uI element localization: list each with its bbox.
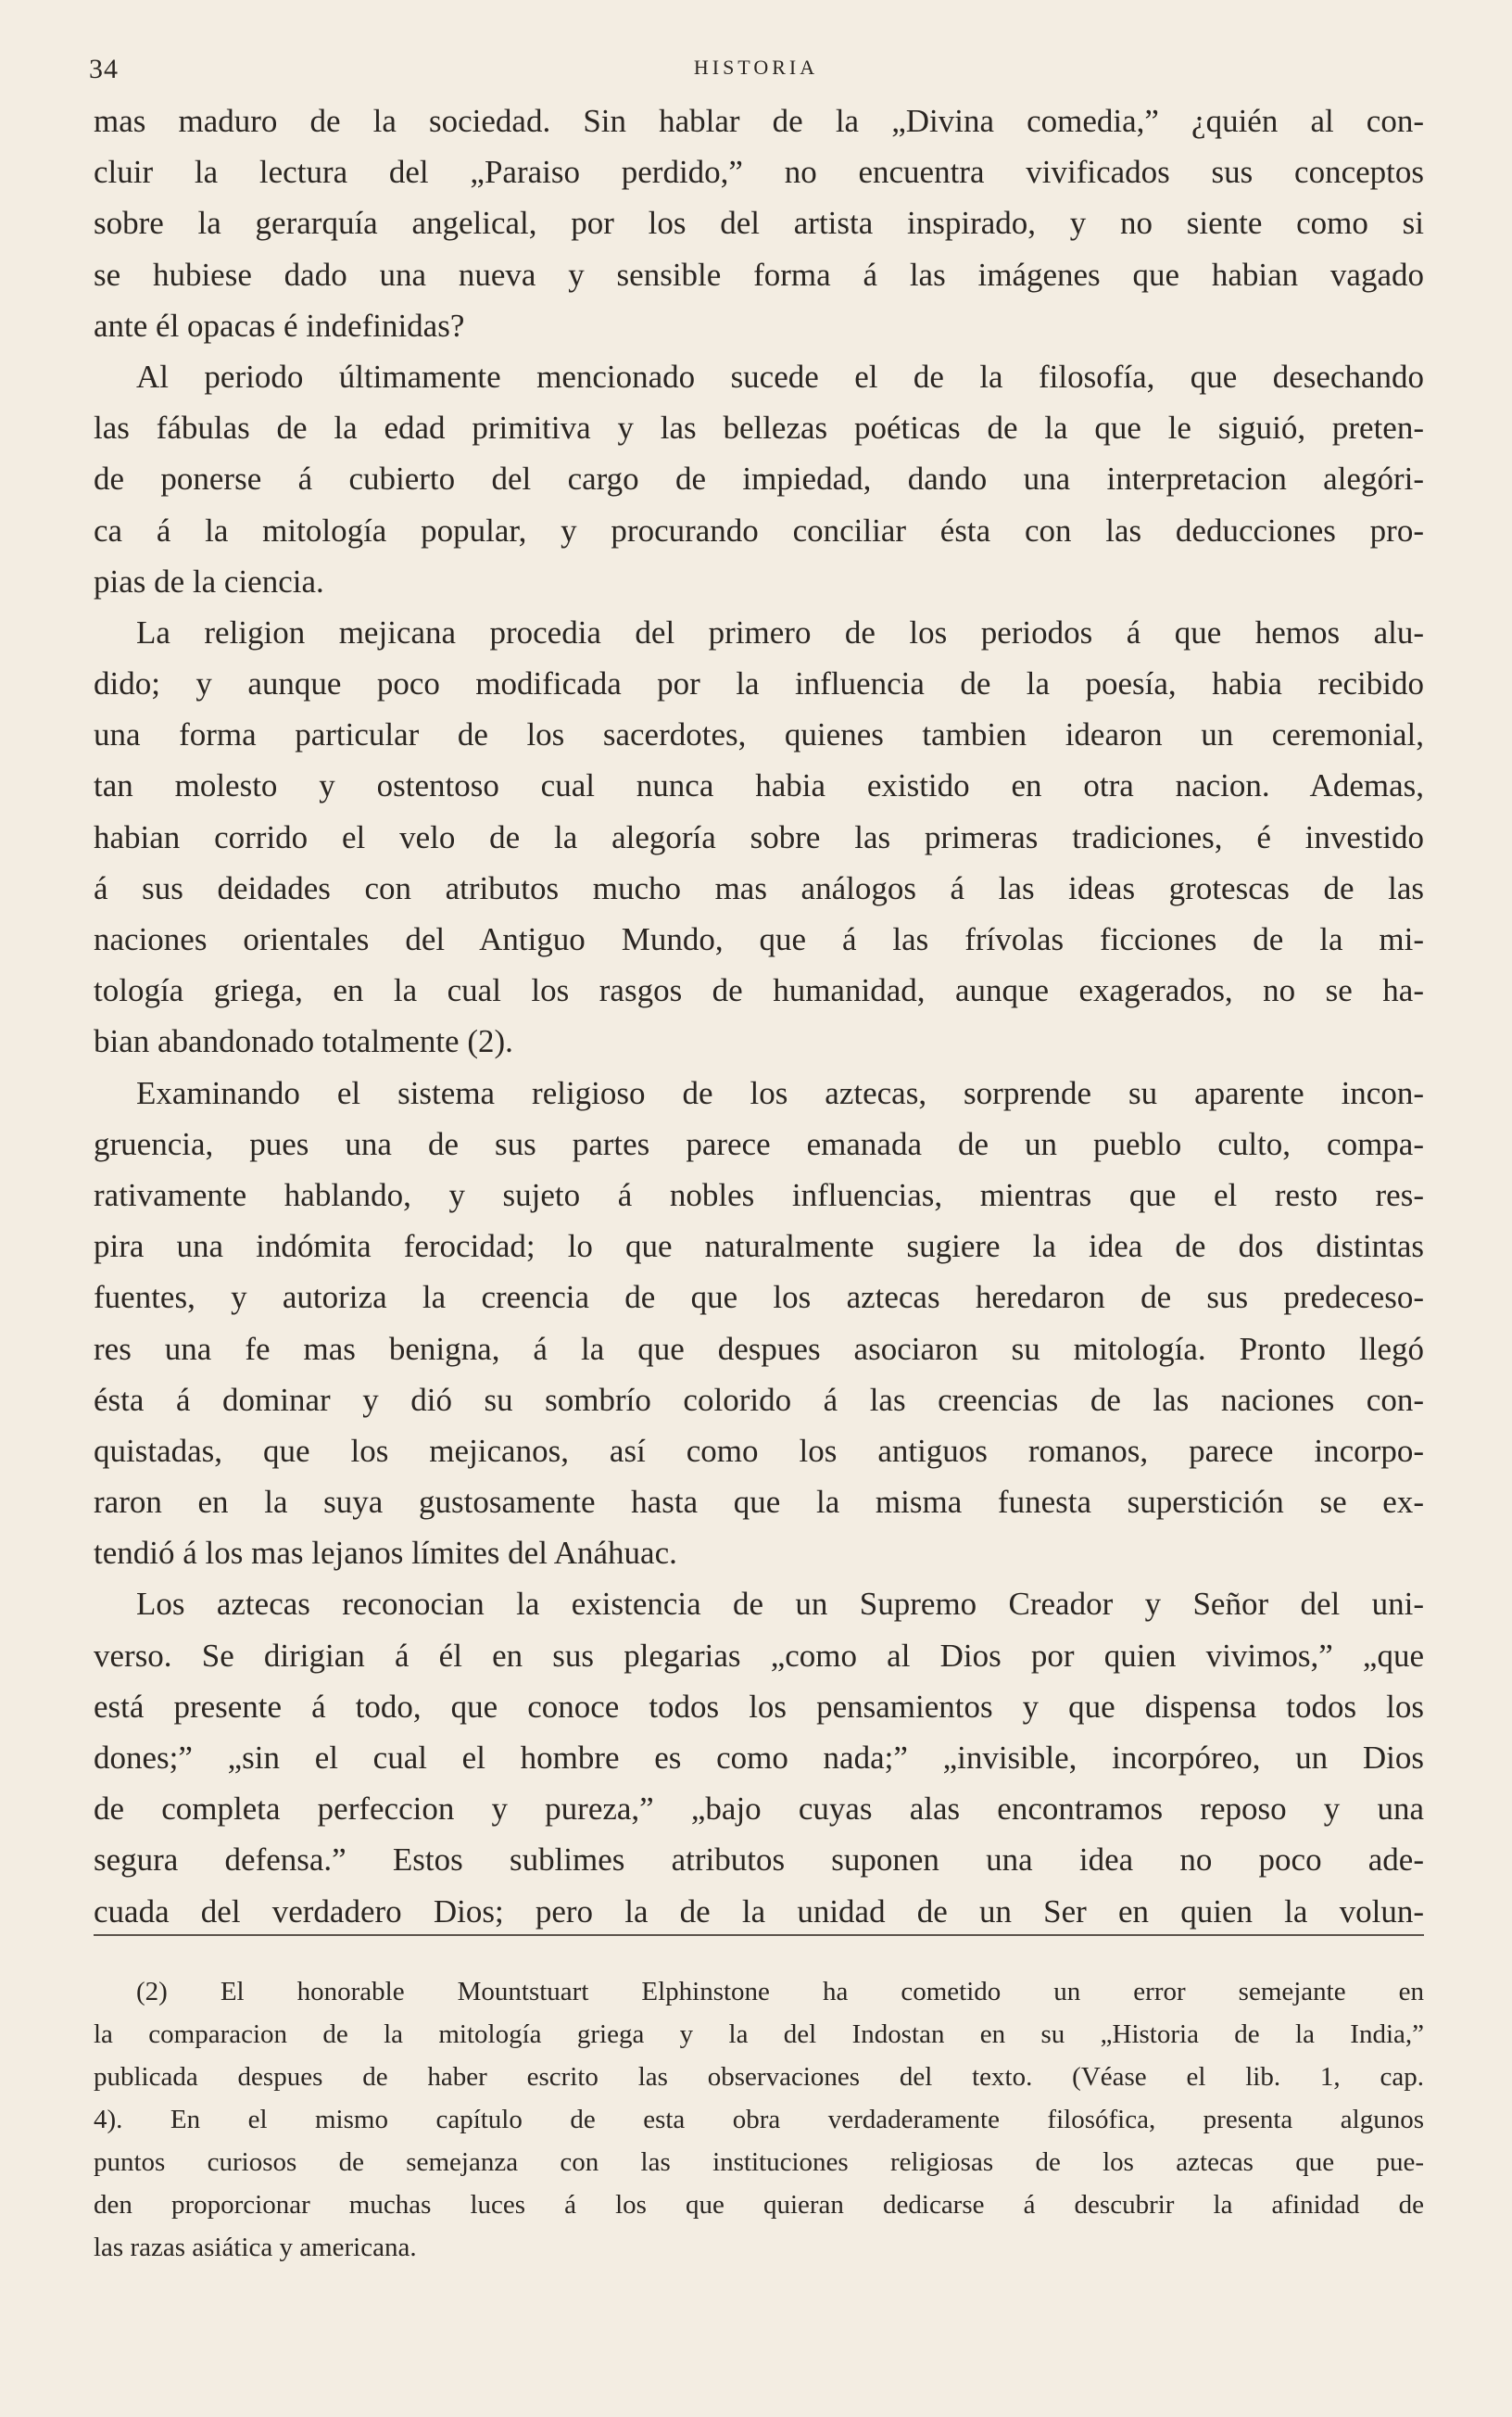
text-line: dones;” „sin el cual el hombre es como nada;” „invisible, incorpóreo, un Dios [94,1740,1424,1776]
text-line: sobre la gerarquía angelical, por los del artista inspirado, y no siente como si [94,205,1424,242]
text-line: está presente á todo, que conoce todos los pensamientos y que dispensa todos los [94,1688,1424,1725]
footnote-line: den proporcionar muchas luces á los que quieran dedicarse á descubrir la afinidad de [94,2190,1424,2220]
text-line: dido; y aunque poco modificada por la influencia de la poesía, habia recibido [94,665,1424,702]
text-line: fuentes, y autoriza la creencia de que los aztecas heredaron de sus predeceso- [94,1279,1424,1316]
text-line: cuada del verdadero Dios; pero la de la unidad de un Ser en quien la volun- [94,1892,1424,1930]
text-line: pira una indómita ferocidad; lo que naturalmente sugiere la idea de dos distintas [94,1228,1424,1265]
text-line: rativamente hablando, y sujeto á nobles influencias, mientras que el resto res- [94,1176,1424,1213]
text-line: de completa perfeccion y pureza,” „bajo cuyas alas encontramos reposo y una [94,1791,1424,1828]
footnote-line: 4). En el mismo capítulo de esta obra verdaderamente filosófica, presenta algunos [94,2105,1424,2134]
text-line: verso. Se dirigian á él en sus plegarias „como al Dios por quien vivimos,” „que [94,1637,1424,1674]
footnote-line: puntos curiosos de semejanza con las instituciones religiosas de los aztecas que pue- [94,2147,1424,2177]
text-line: tendió á los mas lejanos límites del Anáhuac. [94,1535,677,1572]
running-head [89,54,1423,91]
text-line: mas maduro de la sociedad. Sin hablar de la „Divina comedia,” ¿quién al con- [94,103,1424,139]
text-line: res una fe mas benigna, á la que despues asociaron su mitología. Pronto llegó [94,1330,1424,1367]
text-line: pias de la ciencia. [94,563,324,600]
page-number: 34 [89,54,119,84]
text-line: tología griega, en la cual los rasgos de humanidad, aunque exagerados, no se ha- [94,972,1424,1009]
text-line: de ponerse á cubierto del cargo de impiedad, dando una interpretacion alegóri- [94,461,1424,498]
text-line: raron en la suya gustosamente hasta que la misma funesta superstición se ex- [94,1484,1424,1521]
text-line: bian abandonado totalmente (2). [94,1023,513,1060]
text-line: Al periodo últimamente mencionado sucede el de la filosofía, que desechando [136,358,1424,395]
text-line: La religion mejicana procedia del primero de los periodos á que hemos alu- [136,614,1424,651]
text-line: cluir la lectura del „Paraiso perdido,” no encuentra vivificados sus conceptos [94,154,1424,191]
text-line: ante él opacas é indefinidas? [94,307,465,344]
text-line: Los aztecas reconocian la existencia de un Supremo Creador y Señor del uni- [136,1586,1424,1623]
text-line: una forma particular de los sacerdotes, quienes tambien idearon un ceremonial, [94,716,1424,753]
text-line: habian corrido el velo de la alegoría sobre las primeras tradiciones, é investido [94,818,1424,855]
text-line: naciones orientales del Antiguo Mundo, que á las frívolas ficciones de la mi- [94,921,1424,957]
text-line: Examinando el sistema religioso de los aztecas, sorprende su aparente incon- [136,1074,1424,1111]
footnote-line: publicada despues de haber escrito las observaciones del texto. (Véase el lib. 1, cap. [94,2062,1424,2092]
footnote-line: (2) El honorable Mountstuart Elphinstone ha cometido un error semejante en [136,1977,1424,2006]
footnote-line: la comparacion de la mitología griega y la del Indostan en su „Historia de la India,” [94,2019,1424,2049]
text-line: á sus deidades con atributos mucho mas análogos á las ideas grotescas de las [94,869,1424,906]
text-line: ésta á dominar y dió su sombrío colorido á las creencias de las naciones con- [94,1381,1424,1418]
text-line: ca á la mitología popular, y procurando conciliar ésta con las deducciones pro- [94,512,1424,549]
paragraph-3 [94,607,1424,1068]
text-line: gruencia, pues una de sus partes parece emanada de un pueblo culto, compa- [94,1125,1424,1162]
footnote [94,1970,1424,2269]
paragraph-1 [94,95,1424,351]
text-line: tan molesto y ostentoso cual nunca habia existido en otra nacion. Ademas, [94,767,1424,804]
text-line: se hubiese dado una nueva y sensible forma á las imágenes que habian vagado [94,256,1424,293]
main-text [94,95,1424,1937]
text-line: segura defensa.” Estos sublimes atributos suponen una idea no poco ade- [94,1841,1424,1879]
paragraph-4 [94,1068,1424,1579]
footnote-line: las razas asiática y americana. [94,2233,417,2262]
footnote-divider [94,1934,1424,1936]
text-line: las fábulas de la edad primitiva y las bellezas poéticas de la que le siguió, preten- [94,410,1424,447]
text-line: quistadas, que los mejicanos, así como los antiguos romanos, parece incorpo- [94,1432,1424,1469]
paragraph-2 [94,351,1424,607]
running-title: HISTORIA [693,56,819,79]
paragraph-5 [94,1578,1424,1936]
